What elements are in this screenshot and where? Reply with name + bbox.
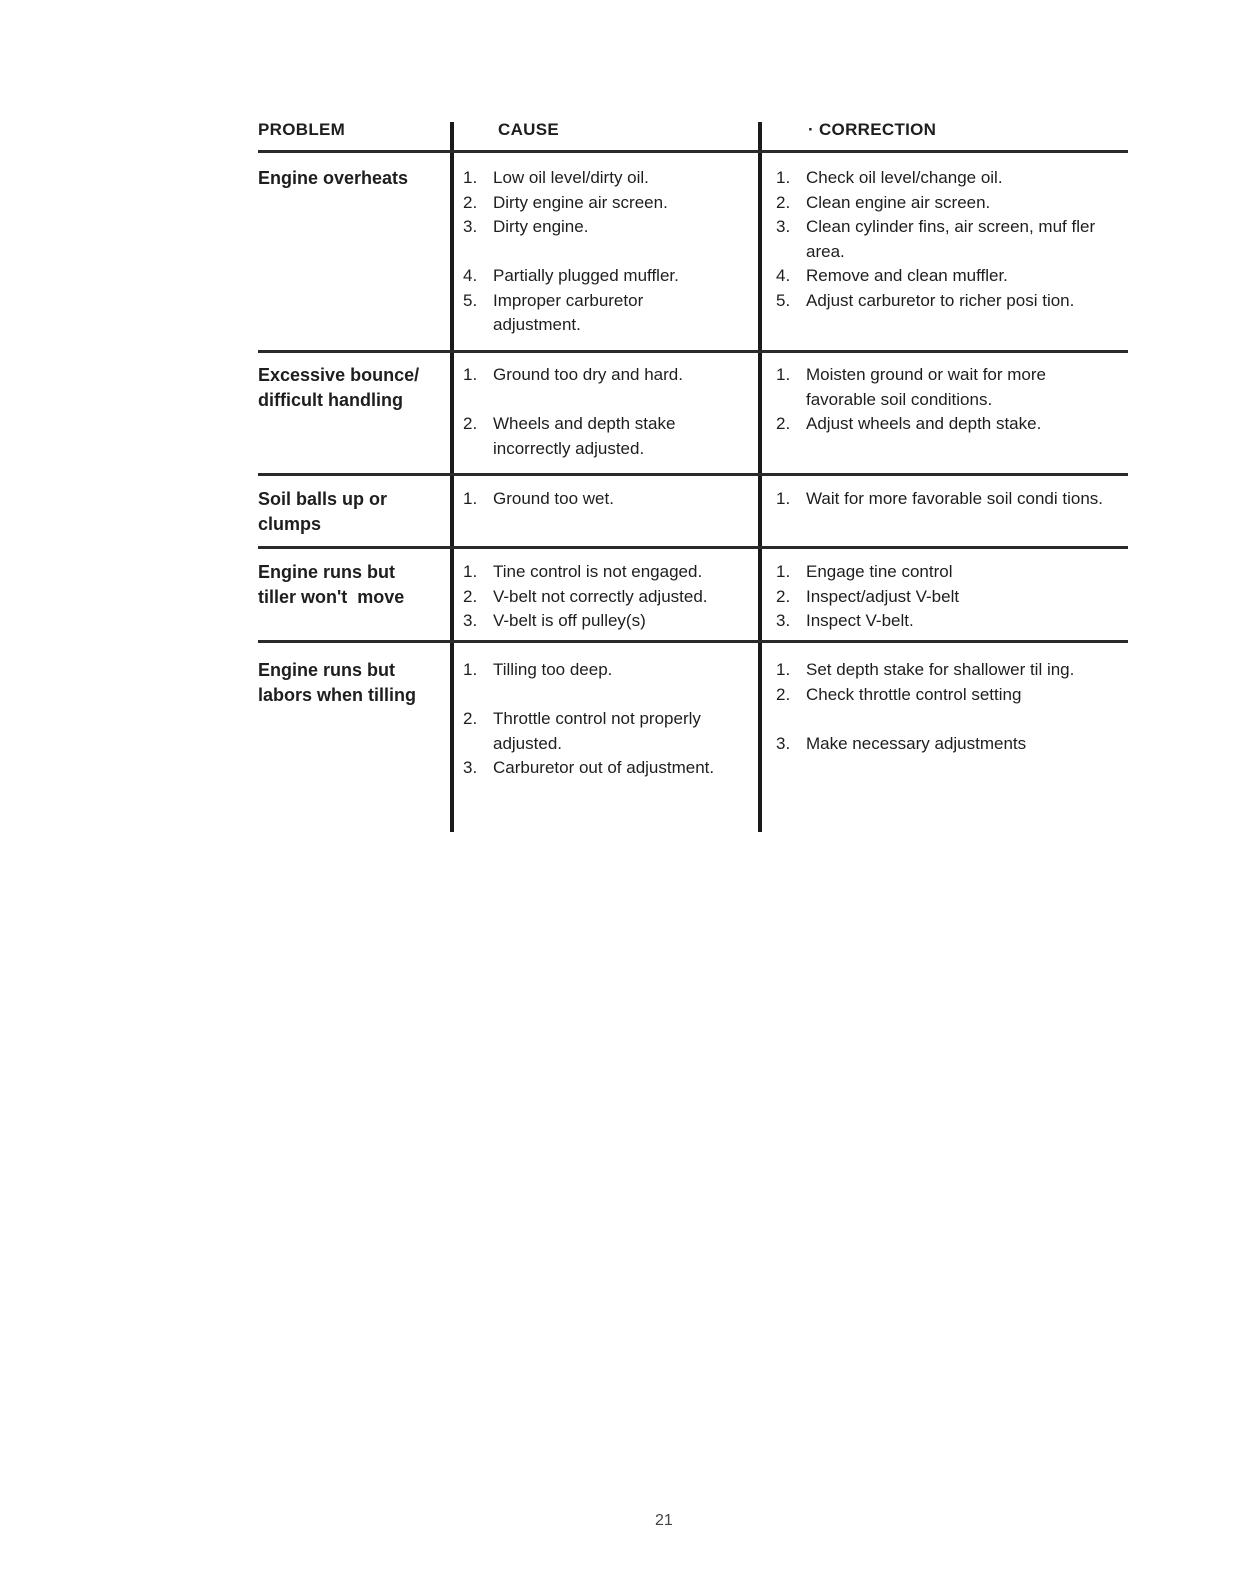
problem-text: difficult handling — [258, 390, 403, 410]
item-number: 1. — [776, 365, 791, 384]
item-text: Wait for more favorable soil condi tions. — [806, 489, 1103, 508]
item-number: 2. — [776, 684, 791, 704]
list-item — [463, 412, 743, 461]
page-number: 21 — [655, 1512, 673, 1529]
item-text: Clean engine air screen. — [806, 192, 991, 212]
item-number: 3. — [463, 611, 478, 630]
problem-text: labors when tilling — [258, 685, 417, 705]
item-text: Wheels and depth stake incorrectly adjusted. — [493, 414, 676, 458]
item-number: 2. — [776, 414, 791, 433]
list-item — [463, 658, 748, 683]
item-number: 1. — [463, 660, 478, 679]
item-number: 5. — [463, 290, 478, 310]
item-text: Engage tine control — [806, 562, 953, 581]
list-item — [776, 166, 1121, 191]
list-item — [463, 560, 748, 585]
item-number: 2. — [776, 192, 791, 212]
list-item — [776, 215, 1121, 264]
item-text: Ground too wet. — [493, 489, 614, 508]
item-number: 1. — [776, 489, 791, 508]
item-text: Dirty engine. — [493, 217, 589, 236]
item-number: 3. — [776, 733, 791, 753]
row-divider — [258, 350, 1128, 353]
list-item — [463, 191, 748, 216]
list-item — [463, 585, 748, 610]
list-item — [463, 609, 748, 634]
item-text: Make necessary adjustments — [806, 733, 1027, 753]
item-text: Adjust wheels and depth stake. — [806, 414, 1042, 433]
item-text: Moisten ground or wait for more favorable soil conditions. — [806, 365, 1046, 409]
correction-cell — [776, 658, 1121, 756]
header-problem: PROBLEM — [258, 120, 346, 139]
item-text: Partially plugged muffler. — [493, 266, 679, 285]
item-number: 3. — [463, 217, 478, 236]
correction-cell — [776, 560, 1121, 634]
item-number: 1. — [463, 365, 478, 384]
problem-cell — [258, 560, 438, 610]
item-number: 1. — [463, 168, 478, 187]
row-divider — [258, 546, 1128, 549]
item-text: Set depth stake for shallower til ing. — [806, 660, 1075, 679]
list-item — [776, 658, 1106, 683]
item-number: 1. — [776, 168, 791, 187]
item-number: 1. — [776, 660, 791, 679]
list-item — [776, 683, 1121, 708]
list-item — [776, 289, 1096, 314]
item-text: Carburetor out of adjustment. — [493, 758, 715, 777]
correction-cell — [776, 166, 1121, 313]
list-item — [463, 487, 748, 512]
header-correction: · CORRECTION — [808, 120, 937, 139]
cause-cell — [463, 487, 748, 512]
item-number: 3. — [776, 217, 791, 236]
item-text: V-belt is off pulley(s) — [493, 611, 646, 630]
item-number: 2. — [463, 414, 478, 433]
item-number: 5. — [776, 290, 791, 310]
cause-cell — [463, 658, 748, 781]
item-number: 2. — [463, 192, 478, 212]
problem-cell — [258, 363, 438, 413]
item-text: Clean cylinder fins, air screen, muf fler area. — [806, 217, 1096, 261]
cause-cell — [463, 166, 748, 338]
problem-cell — [258, 166, 438, 191]
item-number: 2. — [463, 709, 478, 728]
problem-cell — [258, 487, 438, 537]
cause-cell — [463, 560, 748, 634]
item-text: Check throttle control setting — [806, 684, 1022, 704]
header-cause: CAUSE — [498, 120, 560, 139]
troubleshooting-table — [258, 112, 1128, 777]
item-number: 3. — [776, 611, 791, 630]
item-text: Improper carburetor adjustment. — [493, 290, 644, 334]
list-item — [776, 264, 1121, 289]
list-item — [776, 412, 1121, 437]
item-number: 4. — [463, 266, 478, 285]
item-text: Low oil level/dirty oil. — [493, 168, 649, 187]
item-number: 3. — [463, 758, 478, 777]
list-item — [463, 215, 748, 240]
item-number: 1. — [776, 562, 791, 581]
problem-text: clumps — [258, 514, 322, 534]
item-number: 2. — [463, 586, 478, 606]
item-text: Tilling too deep. — [493, 660, 613, 679]
row-divider — [258, 473, 1128, 476]
list-item — [463, 363, 748, 388]
problem-text: Engine runs but — [258, 562, 395, 582]
correction-cell — [776, 487, 1121, 512]
list-item — [776, 363, 1116, 412]
item-number: 1. — [463, 489, 478, 508]
list-item — [776, 487, 1106, 512]
item-number: 2. — [776, 586, 791, 606]
item-number: 1. — [463, 562, 478, 581]
item-text: Dirty engine air screen. — [493, 192, 668, 212]
item-text: Check oil level/change oil. — [806, 168, 1003, 187]
table-header — [258, 112, 1128, 152]
problem-text: Soil balls up or — [258, 489, 388, 509]
cause-cell — [463, 363, 748, 461]
item-text: Remove and clean muffler. — [806, 266, 1008, 285]
row-divider — [258, 640, 1128, 643]
list-item — [776, 560, 1121, 585]
item-text: V-belt not correctly adjusted. — [493, 586, 708, 606]
list-item — [463, 264, 748, 289]
row-divider — [258, 150, 1128, 153]
list-item — [776, 732, 1121, 757]
item-text: Inspect V-belt. — [806, 611, 914, 630]
item-text: Throttle control not properly adjusted. — [493, 709, 701, 753]
column-divider — [450, 122, 454, 832]
item-text: Adjust carburetor to richer posi tion. — [806, 290, 1075, 310]
list-item — [776, 191, 1121, 216]
item-text: Inspect/adjust V-belt — [806, 586, 960, 606]
problem-text: Excessive bounce/ — [258, 365, 420, 385]
item-text: Tine control is not engaged. — [493, 562, 703, 581]
problem-cell — [258, 658, 438, 708]
list-item — [776, 609, 1121, 634]
list-item — [463, 707, 763, 756]
item-number: 4. — [776, 266, 791, 285]
item-text: Ground too dry and hard. — [493, 365, 683, 384]
list-item — [776, 585, 1121, 610]
list-item — [463, 166, 748, 191]
list-item — [463, 756, 748, 781]
problem-text: Engine runs but — [258, 660, 395, 680]
correction-cell — [776, 363, 1121, 437]
problem-text: Engine overheats — [258, 168, 409, 188]
list-item — [463, 289, 703, 338]
problem-text: tiller won't move — [258, 587, 405, 607]
